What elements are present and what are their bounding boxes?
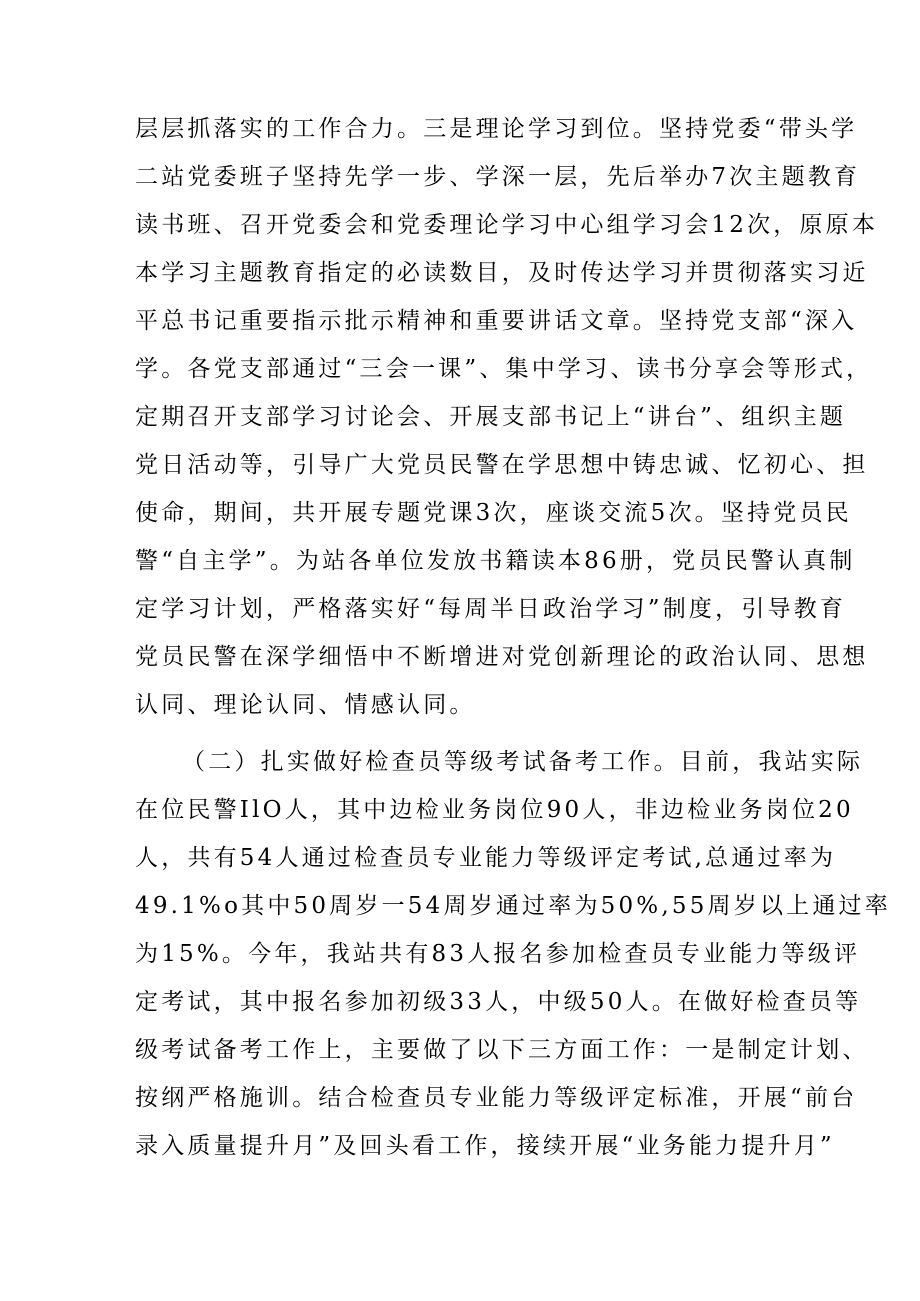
- text-line: 级考试备考工作上，主要做了以下三方面工作：一是制定计划、: [135, 1037, 869, 1063]
- text-line: 录入质量提升月”及回头看工作，接续开展“业务能力提升月”: [135, 1133, 835, 1159]
- text-line: 层层抓落实的工作合力。三是理论学习到位。坚持党委“带头学: [135, 116, 858, 142]
- text-line: 警“自主学”。为站各单位发放书籍读本86册，党员民警认真制: [135, 548, 856, 574]
- text-line: 为15%。今年，我站共有83人报名参加检查员专业能力等级评: [135, 941, 861, 967]
- text-line: 定学习计划，严格落实好“每周半日政治学习”制度，引导教育: [135, 596, 847, 622]
- text-line: 按纲严格施训。结合检查员专业能力等级评定标准，开展“前台: [135, 1085, 858, 1111]
- text-line: （二）扎实做好检查员等级考试备考工作。目前，我站实际: [182, 749, 864, 775]
- text-line: 49.1%o其中50周岁一54周岁通过率为50%,55周岁以上通过率: [135, 893, 891, 919]
- text-line: 认同、理论认同、情感认同。: [135, 692, 476, 718]
- text-line: 党日活动等，引导广大党员民警在学思想中铸忠诚、忆初心、担: [135, 452, 869, 478]
- text-line: 使命，期间，共开展专题党课3次，座谈交流5次。坚持党员民: [135, 500, 852, 526]
- text-line: 二站党委班子坚持先学一步、学深一层，先后举办7次主题教育: [135, 164, 861, 190]
- text-line: 定考试，其中报名参加初级33人，中级50人。在做好检查员等: [135, 989, 862, 1015]
- text-line: 平总书记重要指示批示精神和重要讲话文章。坚持党支部“深入: [135, 308, 858, 334]
- text-line: 定期召开支部学习讨论会、开展支部书记上“讲台”、组织主题: [135, 404, 847, 430]
- text-line: 人，共有54人通过检查员专业能力等级评定考试,总通过率为: [135, 845, 837, 871]
- text-line: 读书班、召开党委会和党委理论学习中心组学习会12次，原原本: [135, 212, 879, 238]
- text-line: 学。各党支部通过“三会一课”、集中学习、读书分享会等形式，: [135, 356, 873, 382]
- text-line: 在位民警IlO人，其中边检业务岗位90人，非边检业务岗位20: [135, 797, 854, 823]
- text-line: 党员民警在深学细悟中不断增进对党创新理论的政治认同、思想: [135, 644, 869, 670]
- text-line: 本学习主题教育指定的必读数目，及时传达学习并贯彻落实习近: [135, 260, 869, 286]
